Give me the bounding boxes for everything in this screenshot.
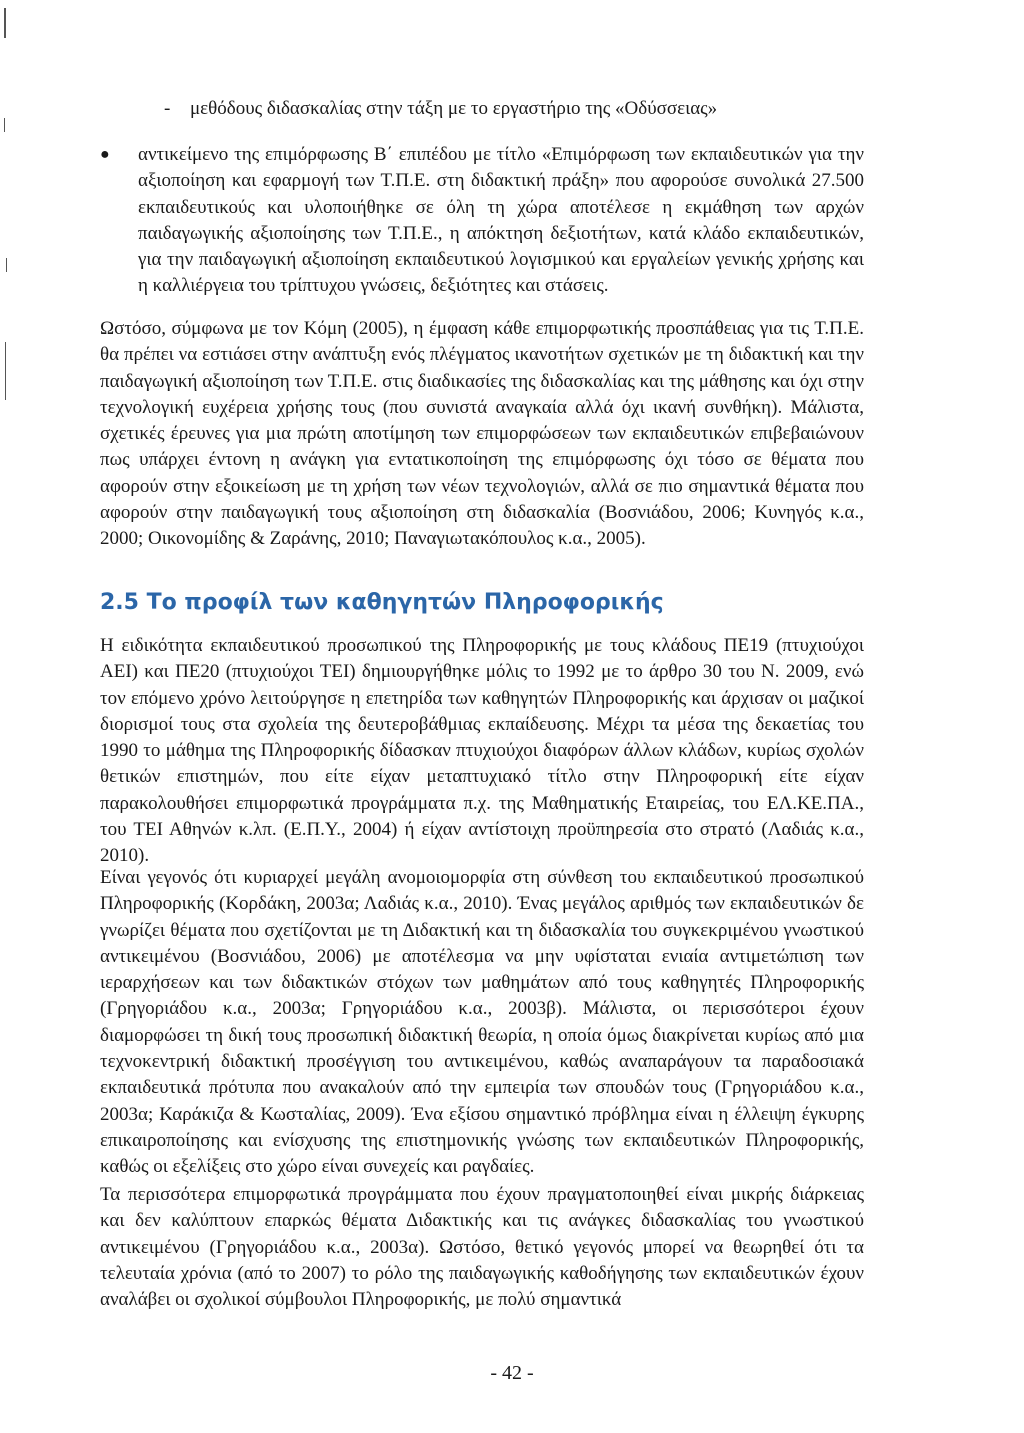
list-item-text: μεθόδους διδασκαλίας στην τάξη με το εργαστήριο της «Οδύσσειας» [190, 98, 718, 119]
scan-artifact [5, 342, 6, 400]
page-number: - 42 - [490, 1362, 534, 1384]
list-item-dash [164, 96, 888, 122]
section-heading: 2.5 Το προφίλ των καθηγητών Πληροφορικής [100, 590, 664, 615]
dash-marker: - [164, 98, 171, 119]
bullet-marker: ● [100, 146, 110, 163]
paragraph: Η ειδικότητα εκπαιδευτικού προσωπικού της Πληροφορικής με τους κλάδους ΠΕ19 (πτυχιούχοι ΑΕΙ) και ΠΕ20 (πτυχιούχοι ΤΕΙ) δημιουργήθηκε μόλις το 1992 με το άρθρο 30 του Ν. 2009, ενώ τον επόμενο χρόνο λειτούργησε η επετηρίδα των καθηγητών Πληροφορικής και άρχισαν οι μαζικοί διορισμοί τους στα σχολεία της δευτεροβάθμιας εκπαίδευσης. Μέχρι τα μέσα της δεκαετίας του 1990 το μάθημα της Πληροφορικής δίδασκαν πτυχιούχοι διαφόρων άλλων κλάδων, κυρίως σχολών θετικών επιστημών, που είτε είχαν μεταπτυχιακό τίτλο στην Πληροφορική είτε είχαν παρακολουθήσει επιμορφωτικά προγράμματα π.χ. της Μαθηματικής Εταιρείας, του ΕΛ.ΚΕ.ΠΑ., του ΤΕΙ Αθηνών κ.λπ. (Ε.Π.Υ., 2004) ή είχαν αντίστοιχη προϋπηρεσία στο στρατό (Λαδιάς κ.α., 2010). [100, 635, 864, 867]
paragraph: Είναι γεγονός ότι κυριαρχεί μεγάλη ανομοιομορφία στη σύνθεση του εκπαιδευτικού προσωπικού Πληροφορικής (Κορδάκη, 2003α; Λαδιάς κ.α., 2010). Ένας μεγάλος αριθμός των εκπαιδευτικών δε γνωρίζει θέματα που σχετίζονται με τη Διδακτική και τη διδασκαλία του συγκεκριμένου γνωστικού αντικειμένου (Βοσνιάδου, 2006) με αποτέλεσμα να μην υφίσταται ενιαία αντιμετώπιση των ιεραρχήσεων και των διδακτικών στόχων των μαθημάτων από τους καθηγητές Πληροφορικής (Γρηγοριάδου κ.α., 2003α; Γρηγοριάδου κ.α., 2003β). Μάλιστα, οι περισσότεροι έχουν διαμορφώσει τη δική τους προσωπική διδακτική θεωρία, η οποία όμως διακρίνεται κυρίως από μια τεχνοκεντρική διδακτική προσέγγιση του αντικειμένου, καθώς αναπαράγουν τα παραδοσιακά εκπαιδευτικά πρότυπα που ανακαλούν από την εμπειρία των σπουδών τους (Γρηγοριάδου κ.α., 2003α; Καράκιζα & Κωσταλίας, 2009). Ένα εξίσου σημαντικό πρόβλημα είναι η έλλειψη έγκυρης επικαιροποίησης και ενίσχυσης της επιστημονικής γνώσης των εκπαιδευτικών Πληροφορικής, καθώς οι εξελίξεις στο χώρο είναι συνεχείς και ραγδαίες. [100, 867, 864, 1178]
paragraph: Ωστόσο, σύμφωνα με τον Κόμη (2005), η έμφαση κάθε επιμορφωτικής προσπάθειας για τις Τ.Π.Ε. θα πρέπει να εστιάσει στην ανάπτυξη ενός πλέγματος ικανοτήτων σχετικών με τη διδακτική και την παιδαγωγική αξιοποίηση των Τ.Π.Ε. στις διαδικασίες της διδασκαλίας και της μάθησης και όχι στην τεχνολογική ευχέρεια χρήσης τους (που συνιστά αναγκαία αλλά όχι ικανή συνθήκη). Μάλιστα, σχετικές έρευνες για μια πρώτη αποτίμηση των επιμορφώσεων των εκπαιδευτικών επιβεβαιώνουν πως υπάρχει έντονη η ανάγκη για εντατικοποίηση της επιμόρφωσης όχι τόσο σε θέματα που αφορούν στην εξοικείωση με τη χρήση των νέων τεχνολογιών, αλλά σε πιο σημαντικά θέματα που αφορούν στην παιδαγωγική τους αξιοποίηση στη διδασκαλία (Βοσνιάδου, 2006; Κυνηγός κ.α., 2000; Οικονομίδης & Ζαράνης, 2010; Παναγιωτακόπουλος κ.α., 2005). [100, 318, 864, 550]
list-item-text: αντικείμενο της επιμόρφωσης Β΄ επιπέδου με τίτλο «Επιμόρφωση των εκπαιδευτικών για την αξιοποίηση και εφαρμογή των Τ.Π.Ε. στη διδακτική πράξη» που αφορούσε συνολικά 27.500 εκπαιδευτικούς και υλοποιήθηκε σε όλη τη χώρα αποτέλεσε η εκμάθηση των αρχών παιδαγωγικής αξιοποίησης των Τ.Π.Ε., η απόκτηση δεξιοτήτων, κατά κλάδο εκπαιδευτικών, για την παιδαγωγική αξιοποίηση εκπαιδευτικού λογισμικού και εργαλείων γενικής χρήσης και η καλλιέργεια του τρίπτυχου γνώσεις, δεξιότητες και στάσεις. [138, 144, 864, 297]
paragraph: Τα περισσότερα επιμορφωτικά προγράμματα που έχουν πραγματοποιηθεί είναι μικρής διάρκειας και δεν καλύπτουν επαρκώς θέματα Διδακτικής και τις ανάγκες διδασκαλίας του γνωστικού αντικειμένου (Γρηγοριάδου κ.α., 2003α). Ωστόσο, θετικό γεγονός μπορεί να θεωρηθεί ότι τα τελευταία χρόνια (από το 2007) το ρόλο της παιδαγωγικής καθοδήγησης των εκπαιδευτικών έχουν αναλάβει οι σχολικοί σύμβουλοι Πληροφορικής, με πολύ σημαντικά [100, 1184, 864, 1311]
scan-artifact [4, 8, 6, 38]
scan-artifact [4, 118, 5, 132]
list-item-bullet [100, 142, 864, 300]
scan-artifact [6, 258, 7, 272]
